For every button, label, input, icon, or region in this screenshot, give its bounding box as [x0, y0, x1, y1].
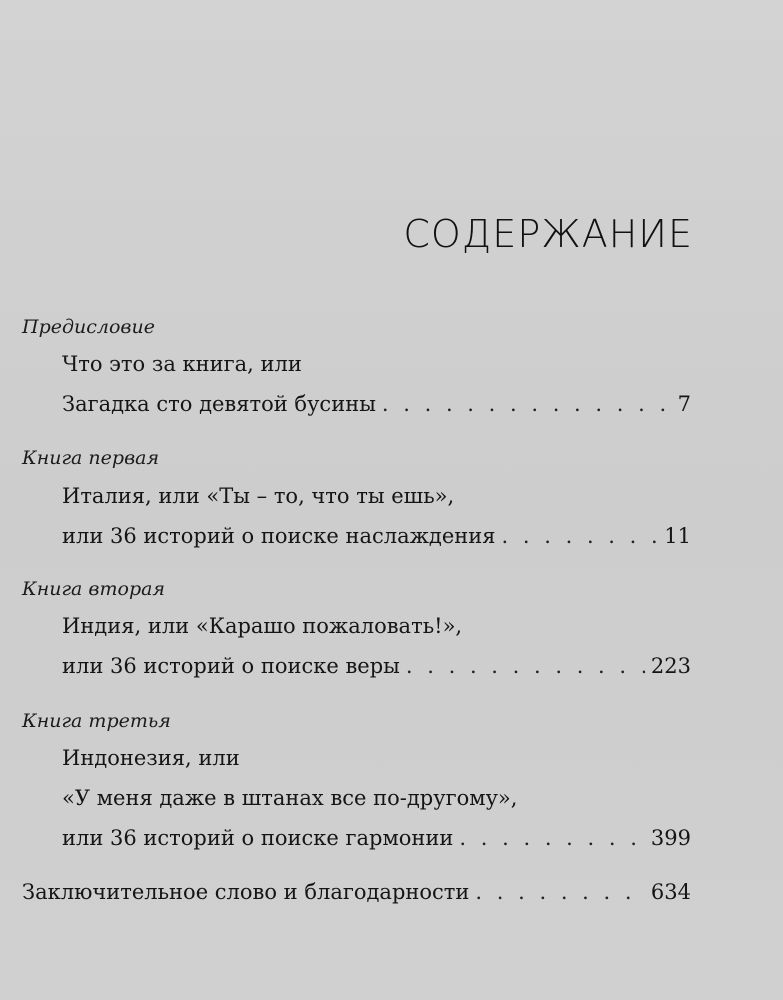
page-number: 399 — [650, 826, 691, 850]
toc-line-text: Что это за книга, или — [62, 352, 302, 376]
toc-line-text: Италия, или «Ты – то, что ты ешь», — [62, 484, 455, 508]
section-label-preface: Предисловие — [22, 316, 155, 338]
toc-line-text: «У меня даже в штанах все по-другому», — [62, 786, 518, 810]
dot-leader — [502, 524, 659, 548]
toc-entry-book-three[interactable] — [62, 826, 691, 850]
toc-line-text: Загадка сто девятой бусины — [62, 392, 376, 416]
toc-entry-book-one[interactable] — [62, 524, 691, 548]
toc-line-text: или 36 историй о поиске наслаждения — [62, 524, 496, 548]
page-number: 7 — [677, 392, 691, 416]
section-label-book-two: Книга вторая — [22, 578, 166, 600]
toc-entry-book-two[interactable] — [62, 654, 691, 678]
toc-line-text: Индонезия, или — [62, 746, 240, 770]
toc-line — [62, 614, 691, 638]
page-number: 223 — [650, 654, 691, 678]
page-number: 634 — [650, 880, 691, 904]
toc-line — [62, 746, 691, 770]
toc-entry-preface[interactable] — [62, 392, 691, 416]
dot-leader — [406, 654, 645, 678]
section-label-book-three: Книга третья — [22, 710, 171, 732]
dot-leader — [475, 880, 644, 904]
toc-line — [62, 786, 691, 810]
toc-line — [62, 484, 691, 508]
toc-line-text: или 36 историй о поиске гармонии — [62, 826, 454, 850]
page-title: СОДЕРЖАНИЕ — [403, 212, 693, 256]
toc-line — [62, 352, 691, 376]
toc-entry-closing[interactable] — [22, 880, 691, 904]
toc-line-text: Заключительное слово и благодарности — [22, 880, 470, 904]
dot-leader — [459, 826, 644, 850]
toc-line-text: Индия, или «Карашо пожаловать!», — [62, 614, 463, 638]
section-label-book-one: Книга первая — [22, 447, 160, 469]
dot-leader — [382, 392, 672, 416]
page-number: 11 — [664, 524, 691, 548]
toc-line-text: или 36 историй о поиске веры — [62, 654, 400, 678]
